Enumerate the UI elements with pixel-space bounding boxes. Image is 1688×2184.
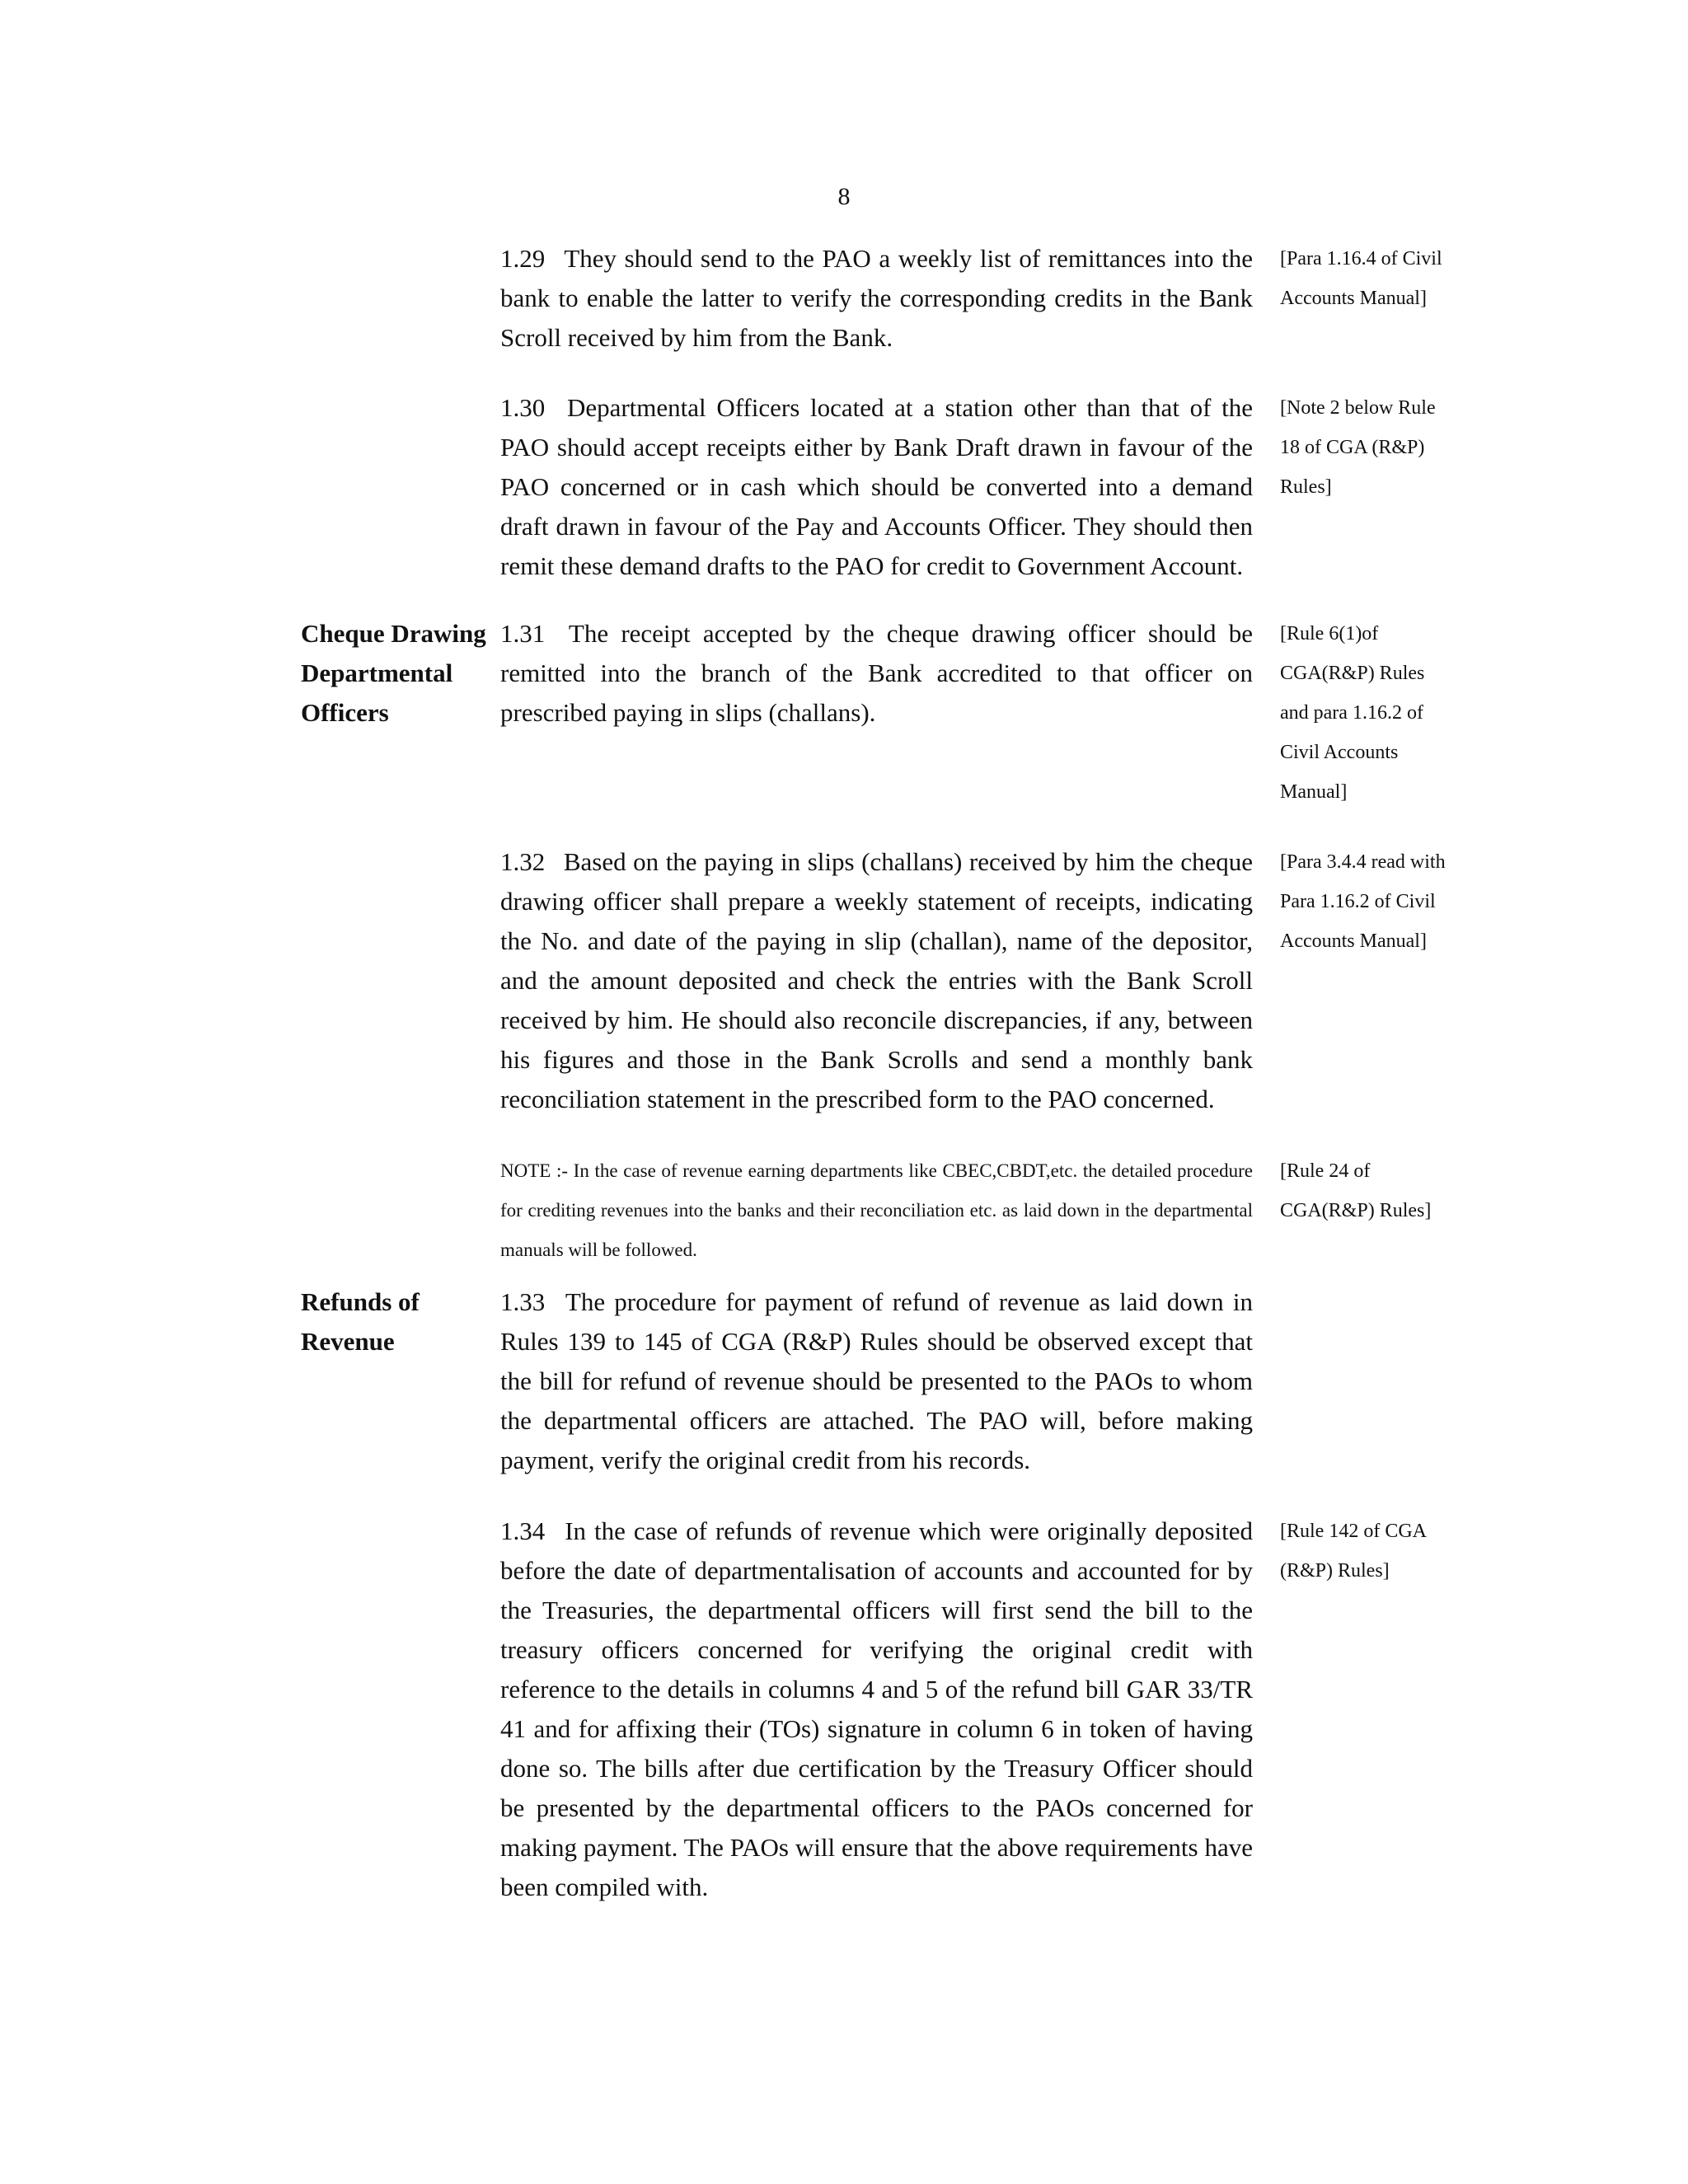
paragraph-body xyxy=(500,1282,1253,1480)
margin-reference: [Rule 24 of CGA(R&P) Rules] xyxy=(1280,1160,1432,1221)
paragraph-text: The receipt accepted by the cheque drawing officer should be remitted into the branch of the Bank accredited to that officer on prescribed paying in slips (challans). xyxy=(500,619,1253,727)
side-heading: Refunds of Revenue xyxy=(301,1287,420,1356)
paragraph-text: They should send to the PAO a weekly list of remittances into the bank to enable the latter to verify the corresponding credits in the Bank Scroll received by him from the Bank. xyxy=(500,244,1253,352)
paragraph-body xyxy=(500,388,1253,586)
margin-reference: [Rule 142 of CGA (R&P) Rules] xyxy=(1280,1521,1426,1582)
paragraph-body xyxy=(500,842,1253,1119)
paragraph-body xyxy=(500,239,1253,358)
margin-reference: [Para 1.16.4 of Civil Accounts Manual] xyxy=(1280,248,1442,309)
paragraph-number: 1.30 xyxy=(500,393,546,422)
paragraph-text: Based on the paying in slips (challans) received by him the cheque drawing officer shall prepare a weekly statement of receipts, indicating the No. and date of the paying in slip (challan), name of the depositor, and the amount deposited and check the entries with the Bank Scroll received by him. He should also reconcile discrepancies, if any, between his figures and those in the Bank Scrolls and send a monthly bank reconciliation statement in the prescribed form to the PAO concerned. xyxy=(500,847,1253,1113)
paragraph-number: 1.33 xyxy=(500,1287,546,1316)
paragraph-text: The procedure for payment of refund of revenue as laid down in Rules 139 to 145 of CGA (R&P) Rules should be observed except that the bill for refund of revenue should be presented to the PAOs to whom the departmental officers are attached. The PAO will, before making payment, verify the original credit from his records. xyxy=(500,1287,1253,1474)
margin-reference: [Para 3.4.4 read with Para 1.16.2 of Civil Accounts Manual] xyxy=(1280,851,1446,952)
paragraph-number: 1.34 xyxy=(500,1516,546,1545)
paragraph-number: 1.31 xyxy=(500,619,546,648)
paragraph-text: In the case of refunds of revenue which were originally deposited before the date of departmentalisation of accounts and accounted for by the Treasuries, the departmental officers will first send the bill to the treasury officers concerned for verifying the original credit with reference to the details in columns 4 and 5 of the refund bill GAR 33/TR 41 and for affixing their (TOs) signature in column 6 in token of having done so. The bills after due certification by the Treasury Officer should be presented by the departmental officers to the PAOs concerned for making payment. The PAOs will ensure that the above requirements have been compiled with. xyxy=(500,1516,1253,1901)
note-text: NOTE :- In the case of revenue earning departments like CBEC,CBDT,etc. the detailed procedure for crediting revenues into the banks and their reconciliation etc. as laid down in the departmental manuals will be followed. xyxy=(500,1160,1253,1260)
margin-reference: [Note 2 below Rule 18 of CGA (R&P) Rules] xyxy=(1280,397,1436,498)
margin-reference: [Rule 6(1)of CGA(R&P) Rules and para 1.16.2 of Civil Accounts Manual] xyxy=(1280,623,1425,803)
side-heading: Cheque Drawing Departmental Officers xyxy=(301,619,486,727)
paragraph-number: 1.29 xyxy=(500,244,546,273)
paragraph-body xyxy=(500,614,1253,733)
paragraph-body xyxy=(500,1511,1253,1907)
paragraph-text: Departmental Officers located at a station other than that of the PAO should accept receipts either by Bank Draft drawn in favour of the PAO concerned or in cash which should be converted into a demand draft drawn in favour of the Pay and Accounts Officer. They should then remit these demand drafts to the PAO for credit to Government Account. xyxy=(500,393,1253,580)
page-number: 8 xyxy=(837,183,851,210)
paragraph-number: 1.32 xyxy=(500,847,546,876)
